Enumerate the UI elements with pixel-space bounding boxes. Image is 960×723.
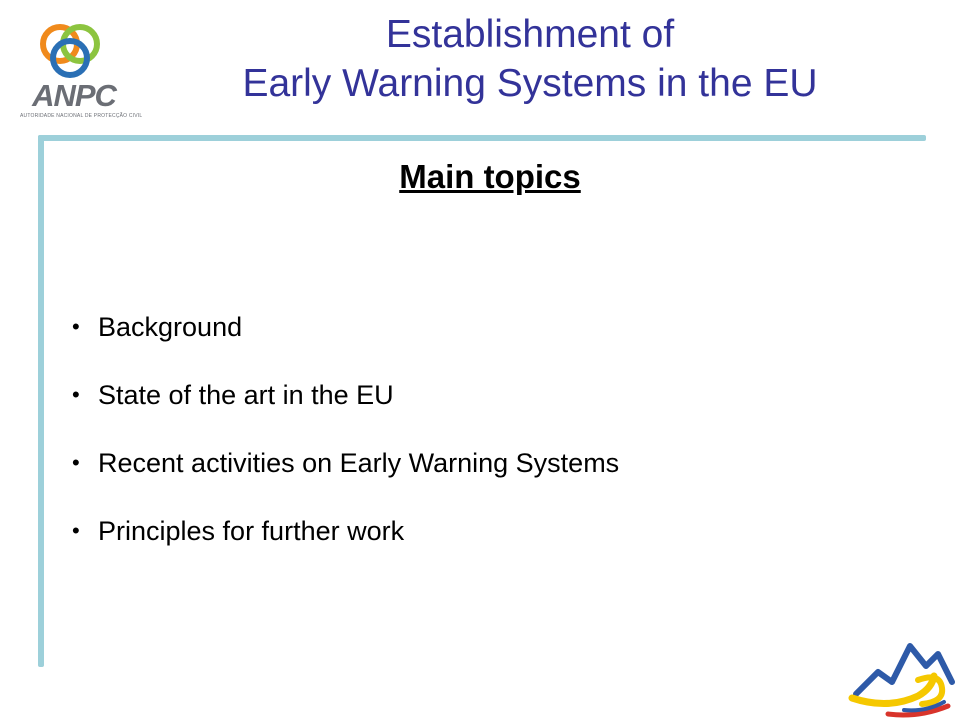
topics-list <box>72 310 619 582</box>
topic-label: State of the art in the EU <box>98 379 394 410</box>
topic-label: Principles for further work <box>98 515 405 546</box>
mountain-emblem-icon <box>848 632 956 718</box>
list-item <box>72 514 619 548</box>
logo-name: ANPC <box>32 78 116 113</box>
title-line-2: Early Warning Systems in the EU <box>242 62 818 105</box>
bullet-icon: • <box>72 518 80 543</box>
frame-left-border <box>38 135 44 667</box>
page-title <box>150 10 910 108</box>
frame-top-border <box>38 135 926 141</box>
list-item <box>72 446 619 480</box>
mountain-logo <box>848 632 956 723</box>
list-item <box>72 310 619 344</box>
anpc-logo <box>8 10 143 122</box>
bullet-icon: • <box>72 450 80 475</box>
section-heading: Main topics <box>399 158 581 195</box>
bullet-icon: • <box>72 382 80 407</box>
bullet-icon: • <box>72 314 80 339</box>
topic-label: Background <box>98 311 243 342</box>
title-line-1: Establishment of <box>385 13 675 56</box>
list-item <box>72 378 619 412</box>
logo-subtitle: AUTORIDADE NACIONAL DE PROTECÇÃO CIVIL <box>20 113 143 119</box>
topic-label: Recent activities on Early Warning Systems <box>98 447 620 478</box>
